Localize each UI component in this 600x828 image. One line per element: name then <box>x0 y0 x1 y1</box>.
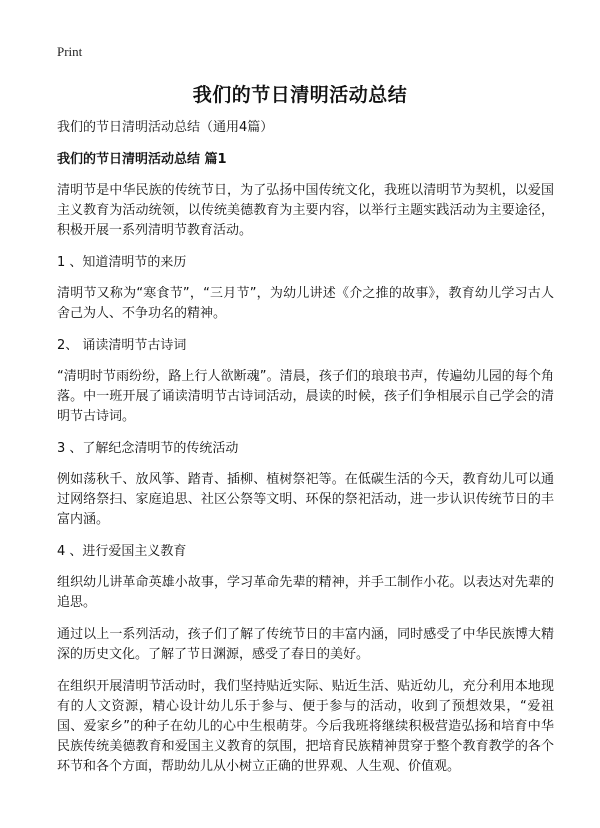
item-heading-2: 2、 诵读清明节古诗词 <box>57 338 187 353</box>
document-title: 我们的节日清明活动总结 <box>192 84 408 106</box>
section-heading: 我们的节日清明活动总结 篇1 <box>57 152 227 167</box>
summary-paragraph: 通过以上一系列活动，孩子们了解了传统节日的丰富内涵，同时感受了中华民族博大精深的历史文化。了解了节日渊源，感受了春日的美好。 <box>57 627 554 662</box>
print-label: Print <box>57 44 83 59</box>
item-heading-3: 3 、了解纪念清明节的传统活动 <box>57 441 239 456</box>
item-text-4: 组织幼儿讲革命英雄小故事，学习革命先辈的精神，并手工制作小花。以表达对先辈的追思。 <box>57 575 554 610</box>
intro-paragraph: 清明节是中华民族的传统节日，为了弘扬中国传统文化，我班以清明节为契机，以爱国主义教育为活动统领，以传统美德教育为主要内容，以举行主题实践活动为主要途径，积极开展一系列清明节教育活动。 <box>57 183 554 238</box>
item-text-3: 例如荡秋千、放风筝、踏青、插柳、植树祭祀等。在低碳生活的今天，教育幼儿可以通过网络祭扫、家庭追思、社区公祭等文明、环保的祭祀活动，进一步认识传统节日的丰富内涵。 <box>57 472 554 527</box>
document-subtitle: 我们的节日清明活动总结（通用4篇） <box>57 120 274 135</box>
closing-paragraph: 在组织开展清明节活动时，我们坚持贴近实际、贴近生活、贴近幼儿，充分利用本地现有的人文资源，精心设计幼儿乐于参与、便于参与的活动，收到了预想效果，“爱祖国、爱家乡”的种子在幼儿的心中生根萌芽。今后我班将继续积极营造弘扬和培育中华民族传统美德教育和爱国主义教育的氛围，把培育民族精神贯穿于整个教育教学的各个环节和各个方面，帮助幼儿从小树立正确的世界观、人生观、价值观。 <box>57 679 554 774</box>
item-heading-1: 1 、知道清明节的来历 <box>57 255 187 270</box>
item-heading-4: 4 、进行爱国主义教育 <box>57 544 187 559</box>
document-body <box>57 118 554 789</box>
item-text-2: “清明时节雨纷纷，路上行人欲断魂”。清晨，孩子们的琅琅书声，传遍幼儿园的每个角落。中一班开展了诵读清明节古诗词活动，晨读的时候，孩子们争相展示自己学会的清明节古诗词。 <box>57 369 554 424</box>
item-text-1: 清明节又称为“寒食节”，“三月节”，为幼儿讲述《介之推的故事》，教育幼儿学习古人舍己为人、不争功名的精神。 <box>57 286 554 321</box>
